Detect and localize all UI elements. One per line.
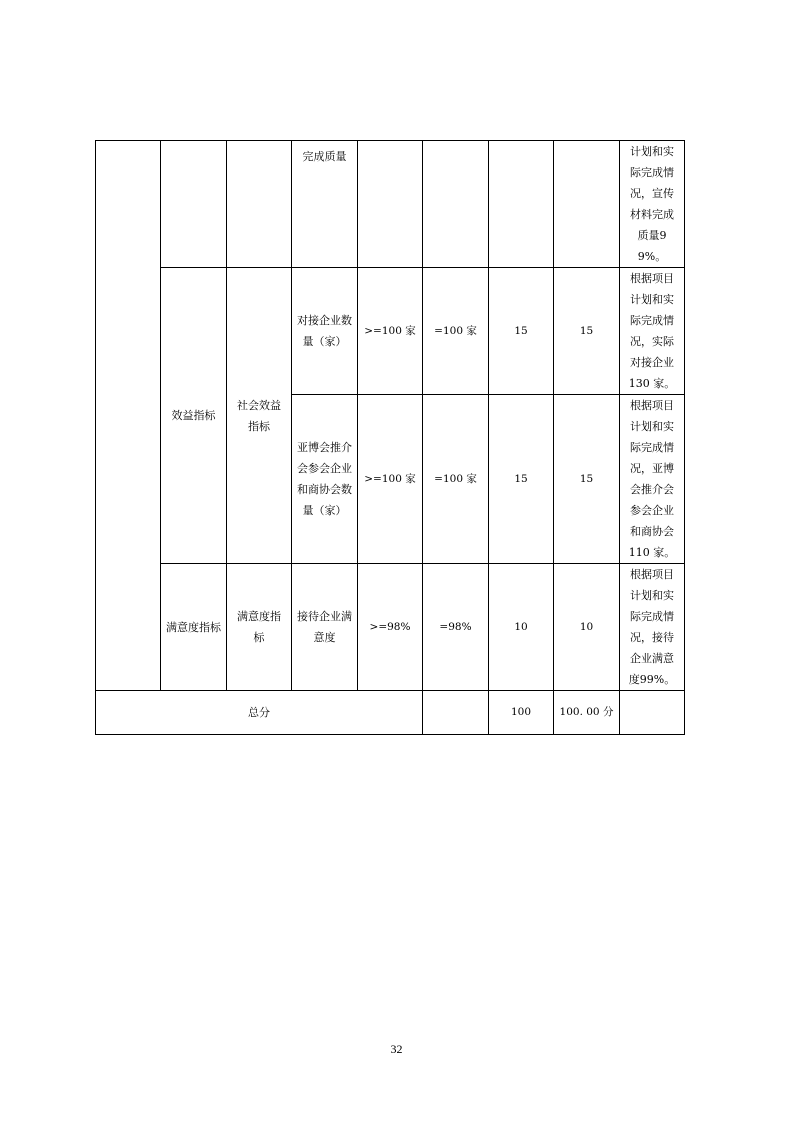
- score-expo: 15: [554, 395, 620, 564]
- level2-cell: [227, 141, 292, 268]
- table-row: [96, 564, 685, 691]
- actual-satisfaction: =98%: [423, 564, 489, 691]
- target-companies: >=100 家: [358, 268, 423, 395]
- satisfaction-level1: 满意度指标: [161, 564, 227, 691]
- weight-satisfaction: 10: [489, 564, 554, 691]
- indicator-satisfaction: 接待企业满意度: [292, 564, 358, 691]
- indicator-companies: 对接企业数量（家）: [292, 268, 358, 395]
- weight-cell: [489, 141, 554, 268]
- table-row: [96, 141, 685, 268]
- target-cell: [358, 141, 423, 268]
- score-companies: 15: [554, 268, 620, 395]
- level1-cell: [161, 141, 227, 268]
- table-row: [96, 268, 685, 395]
- score-satisfaction: 10: [554, 564, 620, 691]
- note-quality: 计划和实际完成情况，宣传材料完成质量99%。: [620, 141, 685, 268]
- project-cell: [96, 141, 161, 691]
- actual-expo: =100 家: [423, 395, 489, 564]
- note-expo: 根据项目计划和实际完成情况，亚博会推介会参会企业和商协会 110 家。: [620, 395, 685, 564]
- target-expo: >=100 家: [358, 395, 423, 564]
- total-weight: 100: [489, 691, 554, 735]
- target-satisfaction: >=98%: [358, 564, 423, 691]
- note-companies: 根据项目计划和实际完成情况，实际对接企业 130 家。: [620, 268, 685, 395]
- weight-companies: 15: [489, 268, 554, 395]
- total-score: 100. 00 分: [554, 691, 620, 735]
- total-label: 总分: [96, 691, 423, 735]
- indicator-quality: 完成质量: [292, 141, 358, 268]
- actual-cell: [423, 141, 489, 268]
- total-note-cell: [620, 691, 685, 735]
- score-cell: [554, 141, 620, 268]
- total-empty-cell: [423, 691, 489, 735]
- weight-expo: 15: [489, 395, 554, 564]
- satisfaction-level2: 满意度指标: [227, 564, 292, 691]
- page-number: 32: [390, 1042, 403, 1056]
- total-row: [96, 691, 685, 735]
- performance-table: [95, 140, 685, 735]
- social-benefit-label: 社会效益指标: [227, 268, 292, 564]
- indicator-expo: 亚博会推介会参会企业和商协会数量（家）: [292, 395, 358, 564]
- actual-companies: =100 家: [423, 268, 489, 395]
- note-satisfaction: 根据项目计划和实际完成情况，接待企业满意度99%。: [620, 564, 685, 691]
- benefit-indicator-label: 效益指标: [161, 268, 227, 564]
